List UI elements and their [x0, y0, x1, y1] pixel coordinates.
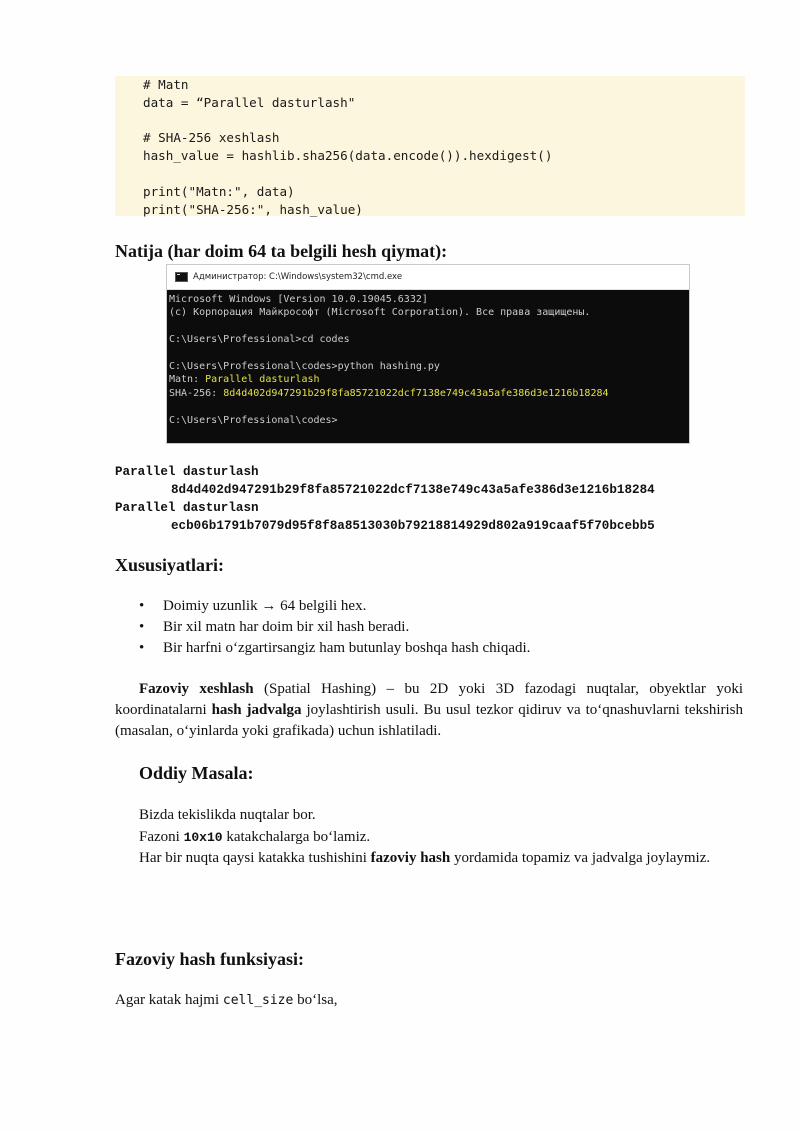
- code-line: print("Matn:", data): [143, 183, 295, 199]
- properties-heading: Xususiyatlari:: [115, 555, 225, 575]
- hash-example-value: ecb06b1791b7079d95f8f8a8513030b79218814929d802a919caaf5f70bcebb5: [171, 519, 655, 533]
- code-line: # SHA-256 xeshlash: [143, 130, 280, 146]
- list-item: • Doimiy uzunlik → 64 belgili hex.: [115, 596, 530, 617]
- spatial-bold-2: hash jadvalga: [211, 702, 302, 718]
- terminal-titlebar: [167, 265, 689, 290]
- list-item: • Bir harfni o‘zgartirsangiz ham butunlay boshqa hash chiqadi.: [115, 638, 530, 659]
- terminal-blank: [169, 320, 689, 333]
- hash-example-value: 8d4d402d947291b29f8fa85721022dcf7138e749c43a5afe386d3e1216b18284: [171, 483, 655, 497]
- grid-size-code: 10x10: [183, 829, 223, 845]
- task-text: Fazoni: [139, 828, 184, 845]
- terminal-blank: [169, 347, 689, 360]
- hash-function-heading: Fazoviy hash funksiyasi:: [115, 949, 305, 969]
- spatial-term: Fazoviy xeshlash: [139, 681, 254, 697]
- terminal-line: Microsoft Windows [Version 10.0.19045.6332]: [169, 294, 428, 305]
- hash-example-text: Parallel dasturlash: [115, 465, 259, 479]
- spatial-text-1: (Spatial Hashing) – bu 2D yoki 3D fazodagi nuqtalar, obyektlar yoki koordinatalarni: [115, 681, 743, 718]
- cell-size-code: cell_size: [222, 993, 294, 1008]
- properties-list: [115, 596, 530, 659]
- task-text: yordamida topamiz va jadvalga joylaymiz.: [450, 850, 711, 866]
- result-heading: Natija (har doim 64 ta belgili hesh qiymat):: [115, 241, 448, 261]
- sha-label: SHA-256:: [169, 387, 224, 399]
- terminal-title: Администратор: C:\Windows\system32\cmd.exe: [193, 272, 403, 282]
- terminal-matn-line: [169, 373, 689, 386]
- task-bold: fazoviy hash: [370, 850, 451, 866]
- code-line: data = “Parallel dasturlash": [143, 94, 356, 110]
- python-code-block: [115, 76, 745, 216]
- code-line: [143, 165, 745, 183]
- cmd-icon: [175, 272, 188, 282]
- spatial-hashing-paragraph: [115, 679, 743, 742]
- task-text: Har bir nuqta qaysi katakka tushishini: [139, 850, 371, 866]
- hash-examples: [115, 463, 655, 535]
- terminal-sha-line: [169, 387, 689, 400]
- task-text: katakchalarga bo‘lamiz.: [222, 828, 371, 845]
- matn-value: Parallel dasturlash: [205, 374, 320, 386]
- terminal-blank: [169, 400, 689, 413]
- matn-label: Matn:: [169, 374, 206, 386]
- terminal-output: [167, 290, 689, 427]
- sha-value: 8d4d402d947291b29f8fa85721022dcf7138e749c43a5afe386d3e1216b18284: [223, 387, 609, 399]
- list-item: • Bir xil matn har doim bir xil hash beradi.: [115, 617, 530, 638]
- code-line: # Matn: [143, 77, 189, 92]
- hash-func-text: bo‘lsa,: [293, 992, 338, 1008]
- code-line: print("SHA-256:", hash_value): [143, 201, 363, 217]
- task-heading: Oddiy Masala:: [139, 763, 254, 783]
- hash-function-text: [115, 992, 338, 1009]
- task-line: Bizda tekislikda nuqtalar bor.: [139, 807, 316, 823]
- task-body: [139, 805, 739, 870]
- terminal-line: C:\Users\Professional\codes>python hashing.py: [169, 360, 440, 372]
- terminal-line: C:\Users\Professional\codes>: [169, 414, 338, 426]
- hash-example-text: Parallel dasturlasn: [115, 501, 259, 515]
- code-line: [143, 112, 745, 130]
- terminal-screenshot: [166, 264, 690, 444]
- code-line: hash_value = hashlib.sha256(data.encode()).hexdigest(): [143, 148, 553, 164]
- hash-func-text: Agar katak hajmi: [115, 992, 223, 1008]
- task-line: [139, 848, 719, 870]
- spatial-text-2: joylashtirish usuli. Bu usul tezkor qidiruv va to‘qnashuvlarni tekshirish (masalan, o‘yinlarda yoki grafikada) uchun ishlatiladi.: [115, 702, 743, 739]
- terminal-line: C:\Users\Professional>cd codes: [169, 334, 350, 346]
- terminal-line: (c) Корпорация Майкрософт (Microsoft Corporation). Все права защищены.: [169, 307, 591, 319]
- task-line: [139, 827, 739, 849]
